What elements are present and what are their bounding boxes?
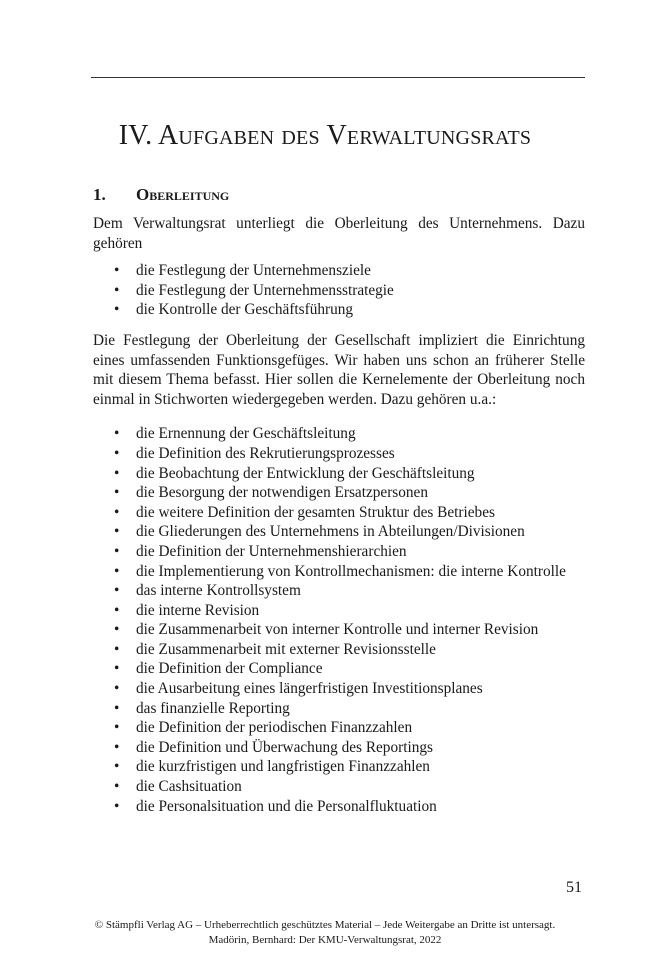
list-item (93, 444, 585, 464)
list-item-text: • die Besorgung der notwendigen Ersatzpersonen (136, 484, 428, 502)
list-item (93, 620, 585, 640)
list-item-text: • die Zusammenarbeit von interner Kontrolle und interner Revision (136, 621, 539, 639)
list-item (93, 640, 585, 660)
bullet-list-kernelemente (93, 424, 585, 816)
list-item-text: • die Festlegung der Unternehmensziele (136, 262, 371, 280)
list-item (93, 757, 585, 777)
list-item-text: • das finanzielle Reporting (136, 699, 290, 717)
list-item (93, 601, 585, 621)
section-heading (93, 185, 229, 205)
list-item-text: • die weitere Definition der gesamten Struktur des Betriebes (136, 503, 495, 521)
list-item-text: • die Gliederungen des Unternehmens in Abteilungen/Divisionen (136, 523, 525, 541)
list-item-text: • die Beobachtung der Entwicklung der Geschäftsleitung (136, 464, 475, 482)
list-item (93, 699, 585, 719)
section-number: 1. (93, 185, 106, 204)
intro-paragraph: Dem Verwaltungsrat unterliegt die Oberleitung des Unternehmens. Dazu gehören (93, 215, 585, 252)
footer-citation-line: Madörin, Bernhard: Der KMU-Verwaltungsrat, 2022 (208, 934, 442, 946)
list-item (93, 738, 585, 758)
list-item (93, 777, 585, 797)
list-item (93, 281, 585, 301)
list-item (93, 659, 585, 679)
list-item (93, 522, 585, 542)
list-item-text: • die Kontrolle der Geschäftsführung (136, 301, 354, 319)
list-item (93, 679, 585, 699)
list-item-text: • die Ernennung der Geschäftsleitung (136, 425, 356, 443)
header-rule (91, 77, 585, 78)
list-item (93, 797, 585, 817)
list-item (93, 581, 585, 601)
list-item-text: • die Definition des Rekrutierungsprozesses (136, 444, 395, 462)
page-number: 51 (566, 879, 582, 896)
list-item (93, 503, 585, 523)
list-item (93, 483, 585, 503)
list-item-text: • die Definition der Unternehmenshierarchien (136, 542, 407, 560)
list-item-text: • die Definition der periodischen Finanzzahlen (136, 719, 413, 737)
bullet-list-oberleitung (93, 261, 585, 320)
list-item (93, 424, 585, 444)
list-item-text: • die Ausarbeitung eines längerfristigen Investitionsplanes (136, 680, 483, 698)
list-item-text: • die Definition und Überwachung des Reportings (136, 738, 433, 756)
list-item-text: • die Implementierung von Kontrollmechanismen: die interne Kontrolle (136, 562, 566, 580)
list-item (93, 261, 585, 281)
section-title: Oberleitung (136, 185, 230, 204)
body-text (93, 214, 585, 816)
list-item-text: • die kurzfristigen und langfristigen Finanzzahlen (136, 758, 430, 776)
list-item (93, 562, 585, 582)
list-item-text: • das interne Kontrollsystem (136, 582, 301, 600)
list-item-text: • die Definition der Compliance (136, 660, 323, 678)
copyright-footer (0, 918, 650, 948)
footer-copyright-line: © Stämpfli Verlag AG – Urheberrechtlich geschütztes Material – Jede Weitergabe an Dritte ist untersagt. (94, 919, 556, 931)
chapter-title: IV. Aufgaben des Verwaltungsrats (118, 120, 532, 151)
list-item (93, 464, 585, 484)
list-item (93, 718, 585, 738)
list-item-text: • die Personalsituation und die Personalfluktuation (136, 797, 437, 815)
list-item-text: • die Festlegung der Unternehmensstrategie (136, 281, 394, 299)
list-item (93, 300, 585, 320)
list-item-text: • die Zusammenarbeit mit externer Revisionsstelle (136, 640, 436, 658)
list-item-text: • die interne Revision (136, 601, 260, 619)
list-item-text: • die Cashsituation (136, 778, 242, 796)
list-item (93, 542, 585, 562)
paragraph-kernelemente: Die Festlegung der Oberleitung der Gesellschaft impliziert die Einrichtung eines umfassenden Funktionsgefüges. Wir haben uns schon an früherer Stelle mit diesem Thema befasst. Hier sollen die Kernelemente der Oberleitung noch einmal in Stichworten wiedergegeben werden. Dazu gehören u.a.: (93, 331, 585, 408)
